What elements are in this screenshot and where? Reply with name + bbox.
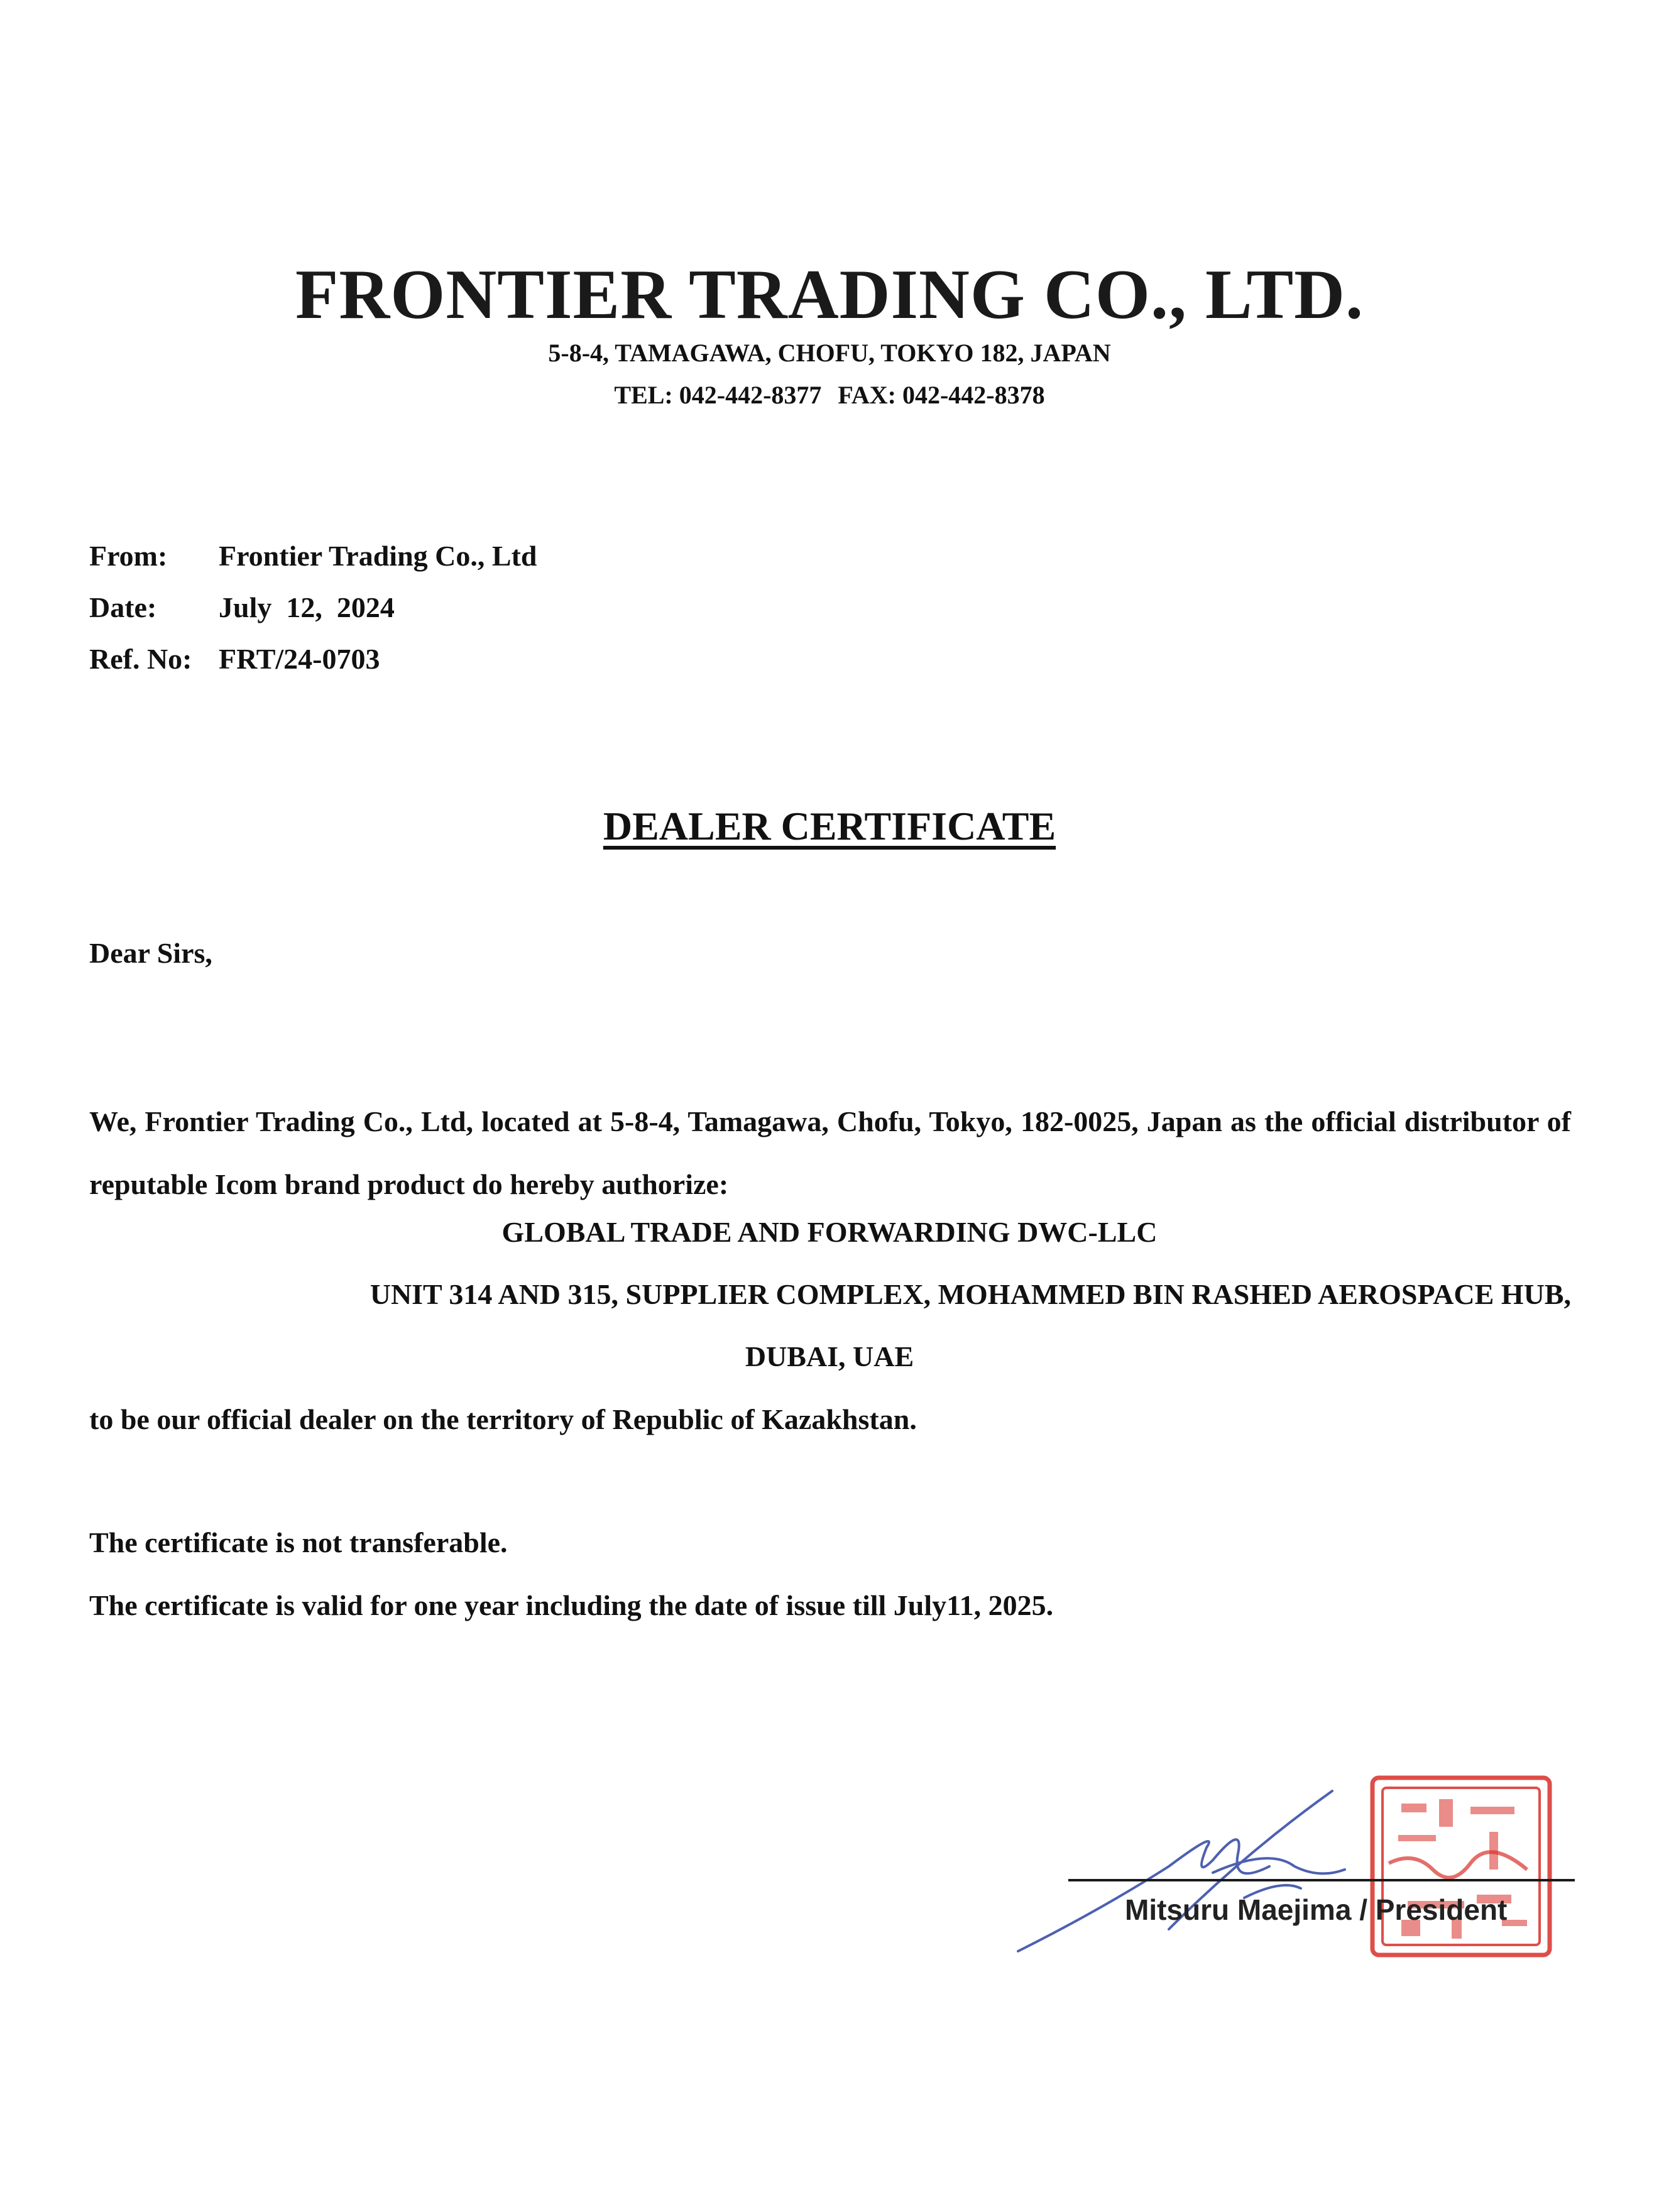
date-label: Date: <box>89 591 157 623</box>
date-value: July 12, 2024 <box>219 591 395 623</box>
intro-paragraph: We, Frontier Trading Co., Ltd, located at 5-8-4, Tamagawa, Chofu, Tokyo, 182-0025, Japan as the official distributor of reputable Icom brand product do hereby authorize: <box>89 1105 1571 1200</box>
company-tel: TEL: 042-442-8377 <box>614 381 822 409</box>
handwritten-signature <box>1005 1785 1408 1961</box>
territory-statement: to be our official dealer on the territory of Republic of Kazakhstan. <box>89 1403 917 1435</box>
signatory-name-title: Mitsuru Maejima / President <box>1125 1893 1508 1926</box>
dealer-address-line-1: UNIT 314 AND 315, SUPPLIER COMPLEX, MOHAMMED BIN RASHED AEROSPACE HUB, <box>370 1278 1571 1310</box>
document-title: DEALER CERTIFICATE <box>603 804 1056 848</box>
company-name: FRONTIER TRADING CO., LTD. <box>295 256 1364 334</box>
dealer-address-line-2: DUBAI, UAE <box>745 1340 914 1372</box>
from-value: Frontier Trading Co., Ltd <box>219 540 537 572</box>
company-contact <box>0 380 1659 410</box>
ref-value: FRT/24-0703 <box>219 643 380 675</box>
salutation: Dear Sirs, <box>89 937 212 969</box>
validity-statement: The certificate is valid for one year including the date of issue till July11, 2025. <box>89 1589 1054 1621</box>
company-address: 5-8-4, TAMAGAWA, CHOFU, TOKYO 182, JAPAN <box>548 339 1111 367</box>
signature-line <box>1068 1879 1575 1881</box>
ref-label: Ref. No: <box>89 643 192 675</box>
not-transferable-statement: The certificate is not transferable. <box>89 1526 508 1558</box>
dealer-name: GLOBAL TRADE AND FORWARDING DWC-LLC <box>501 1216 1158 1248</box>
from-label: From: <box>89 540 168 572</box>
company-fax: FAX: 042-442-8378 <box>838 381 1045 409</box>
